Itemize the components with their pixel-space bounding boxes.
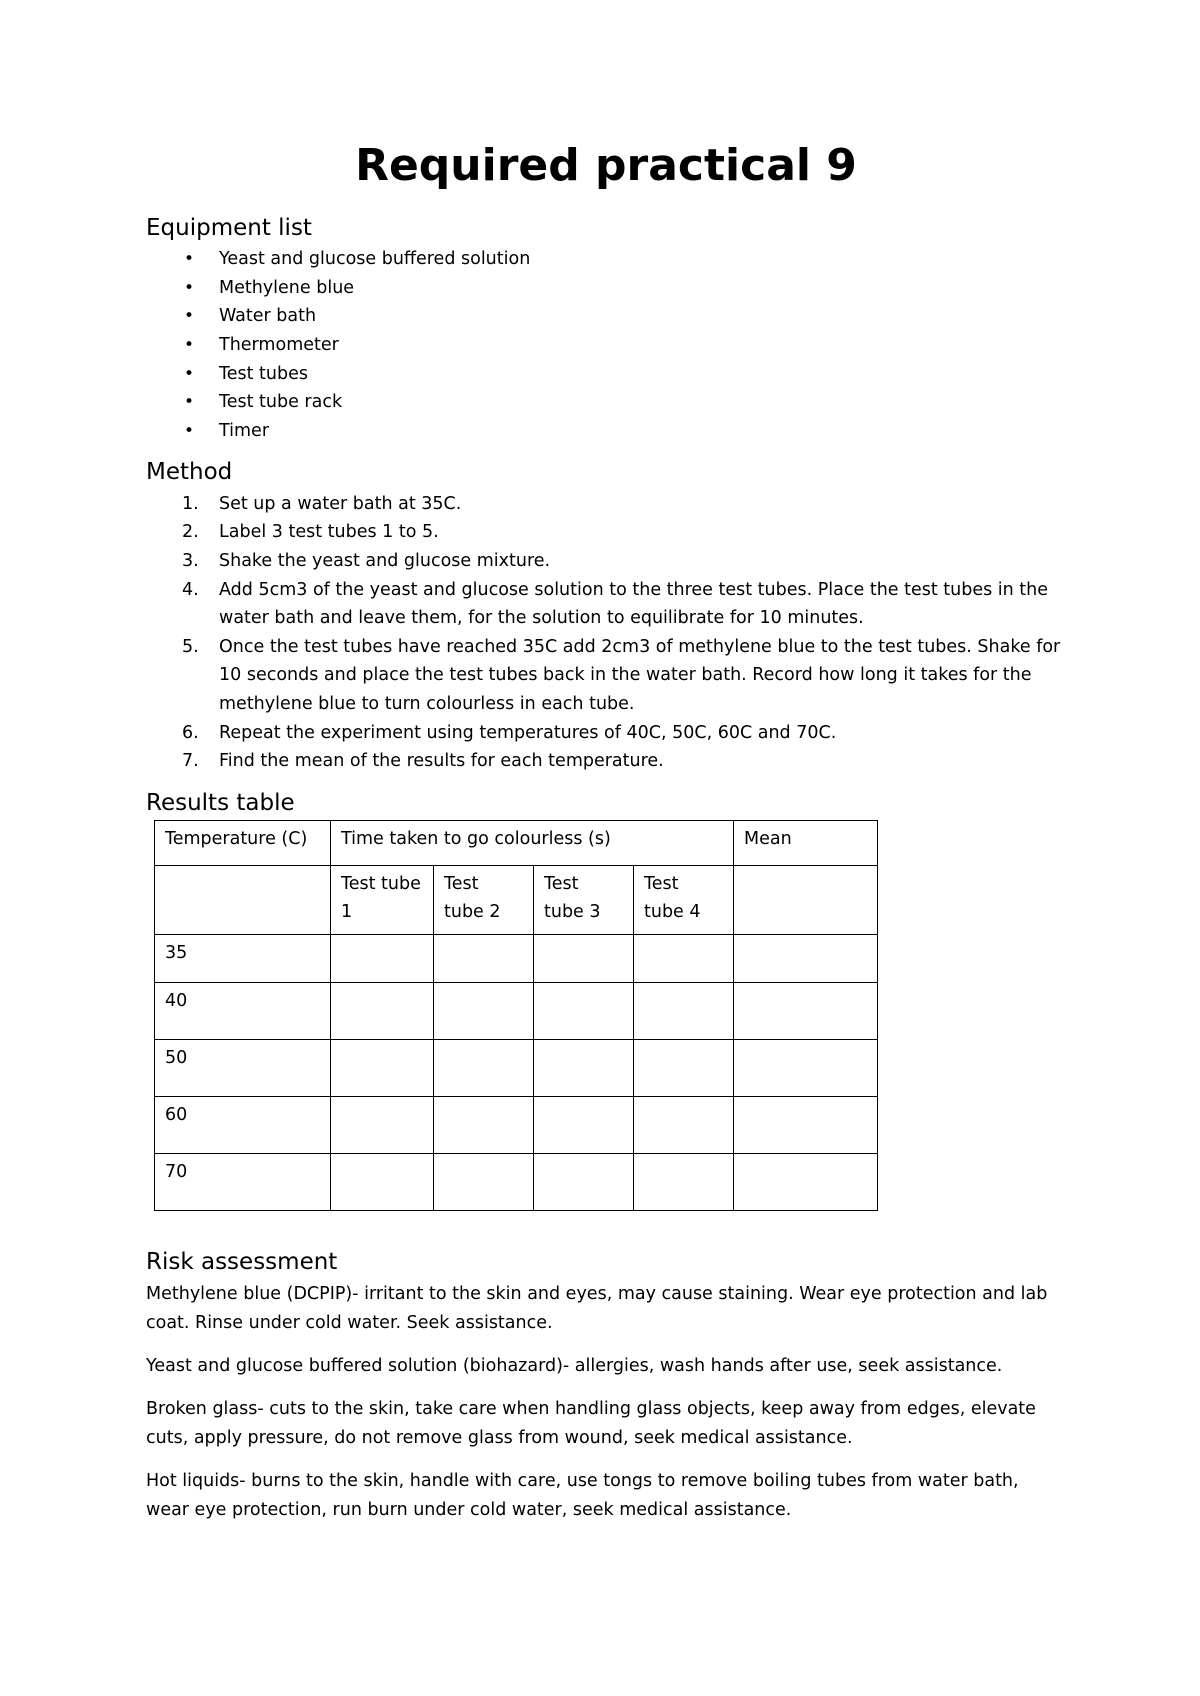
table-cell[interactable]: [734, 1154, 878, 1211]
method-step: [146, 576, 1066, 633]
step-number: 1.: [182, 493, 199, 514]
step-text: Once the test tubes have reached 35C add 2cm3 of methylene blue to the test tubes. Shake for 10 seconds and place the test tubes back in the water bath. Record how long it takes for the methylene blue to turn colourless in each tube.: [219, 636, 1061, 714]
page-title: Required practical 9: [355, 140, 857, 191]
table-cell[interactable]: [534, 983, 634, 1040]
method-step: [146, 747, 1066, 776]
results-table: [154, 820, 878, 1211]
table-cell[interactable]: [734, 935, 878, 983]
table-row: [155, 983, 878, 1040]
table-cell[interactable]: [434, 1040, 534, 1097]
tube-header: Test tube 1: [331, 866, 434, 935]
table-cell[interactable]: [534, 935, 634, 983]
table-header-row: [155, 821, 878, 866]
table-cell[interactable]: [434, 1097, 534, 1154]
risk-paragraph: Hot liquids- burns to the skin, handle with care, use tongs to remove boiling tubes from water bath, wear eye protection, run burn under cold water, seek medical assistance.: [146, 1470, 1019, 1520]
equipment-item: Thermometer: [219, 335, 339, 356]
table-cell[interactable]: [634, 1154, 734, 1211]
step-number: 7.: [182, 751, 199, 772]
method-step: [146, 719, 1066, 748]
table-cell[interactable]: [734, 1040, 878, 1097]
table-cell[interactable]: [434, 935, 534, 983]
list-item: [146, 360, 1066, 389]
table-cell[interactable]: [331, 983, 434, 1040]
table-cell[interactable]: [534, 1154, 634, 1211]
temperature-cell: 50: [155, 1040, 331, 1097]
equipment-item: Test tube rack: [219, 392, 343, 413]
risk-heading: Risk assessment: [146, 1249, 338, 1276]
table-row: [155, 1097, 878, 1154]
results-heading: Results table: [146, 789, 295, 816]
temperature-cell: 40: [155, 983, 331, 1040]
method-step: [146, 490, 1066, 519]
temperature-header: Temperature (C): [155, 821, 331, 866]
step-text: Find the mean of the results for each temperature.: [219, 751, 664, 772]
step-number: 2.: [182, 522, 199, 543]
equipment-item: Test tubes: [219, 363, 308, 384]
table-cell[interactable]: [634, 1040, 734, 1097]
temperature-cell: 60: [155, 1097, 331, 1154]
equipment-item: Methylene blue: [219, 277, 355, 298]
step-number: 6.: [182, 722, 199, 743]
table-row: [155, 1040, 878, 1097]
method-step: [146, 633, 1066, 719]
list-item: [146, 245, 1066, 274]
table-cell[interactable]: [634, 935, 734, 983]
step-number: 3.: [182, 551, 199, 572]
risk-paragraph: Broken glass- cuts to the skin, take care when handling glass objects, keep away from edges, elevate cuts, apply pressure, do not remove glass from wound, seek medical assistance.: [146, 1398, 1036, 1448]
document-page: [146, 140, 1066, 1539]
table-row: [155, 1154, 878, 1211]
bullet-icon: •: [184, 392, 195, 413]
bullet-icon: •: [184, 249, 195, 270]
table-cell[interactable]: [634, 1097, 734, 1154]
step-text: Repeat the experiment using temperatures of 40C, 50C, 60C and 70C.: [219, 722, 837, 743]
equipment-item: Water bath: [219, 306, 317, 327]
table-cell[interactable]: [434, 983, 534, 1040]
table-cell[interactable]: [331, 1097, 434, 1154]
temperature-cell: 70: [155, 1154, 331, 1211]
list-item: [146, 417, 1066, 446]
step-text: Add 5cm3 of the yeast and glucose solution to the three test tubes. Place the test tubes in the water bath and leave them, for the solution to equilibrate for 10 minutes.: [219, 579, 1049, 629]
equipment-item: Yeast and glucose buffered solution: [219, 249, 531, 270]
bullet-icon: •: [184, 420, 195, 441]
list-item: [146, 388, 1066, 417]
bullet-icon: •: [184, 335, 195, 356]
risk-paragraph: Yeast and glucose buffered solution (biohazard)- allergies, wash hands after use, seek assistance.: [146, 1355, 1003, 1376]
method-step: [146, 547, 1066, 576]
table-cell[interactable]: [534, 1097, 634, 1154]
table-cell[interactable]: [155, 866, 331, 935]
bullet-icon: •: [184, 277, 195, 298]
step-text: Label 3 test tubes 1 to 5.: [219, 522, 439, 543]
tube-header: Test tube 2: [434, 866, 534, 935]
table-cell[interactable]: [734, 866, 878, 935]
table-cell[interactable]: [734, 1097, 878, 1154]
step-text: Shake the yeast and glucose mixture.: [219, 551, 551, 572]
bullet-icon: •: [184, 306, 195, 327]
table-cell[interactable]: [534, 1040, 634, 1097]
table-cell[interactable]: [331, 1154, 434, 1211]
step-number: 5.: [182, 636, 199, 657]
equipment-list: [146, 245, 1066, 445]
tube-header: Test tube 4: [634, 866, 734, 935]
method-step: [146, 518, 1066, 547]
tube-header: Test tube 3: [534, 866, 634, 935]
table-cell[interactable]: [331, 1040, 434, 1097]
time-header: Time taken to go colourless (s): [331, 821, 734, 866]
table-cell[interactable]: [634, 983, 734, 1040]
list-item: [146, 274, 1066, 303]
table-row: [155, 935, 878, 983]
method-heading: Method: [146, 459, 233, 486]
table-cell[interactable]: [434, 1154, 534, 1211]
table-subheader-row: [155, 866, 878, 935]
risk-paragraph: Methylene blue (DCPIP)- irritant to the skin and eyes, may cause staining. Wear eye protection and lab coat. Rinse under cold water. Seek assistance.: [146, 1283, 1048, 1333]
table-cell[interactable]: [734, 983, 878, 1040]
temperature-cell: 35: [155, 935, 331, 983]
mean-header: Mean: [734, 821, 878, 866]
step-text: Set up a water bath at 35C.: [219, 493, 462, 514]
equipment-heading: Equipment list: [146, 214, 312, 241]
list-item: [146, 302, 1066, 331]
equipment-item: Timer: [219, 420, 270, 441]
step-number: 4.: [182, 579, 199, 600]
method-list: [146, 490, 1066, 776]
list-item: [146, 331, 1066, 360]
table-cell[interactable]: [331, 935, 434, 983]
bullet-icon: •: [184, 363, 195, 384]
